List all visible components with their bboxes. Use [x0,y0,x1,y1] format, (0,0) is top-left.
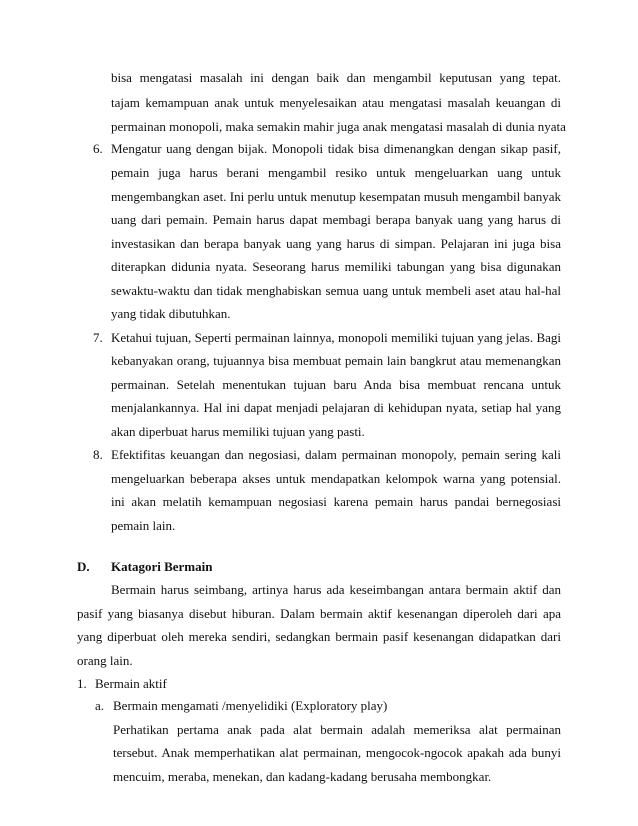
item-7-line-1: Ketahui tujuan, Seperti permainan lainnya, monopoli memiliki tujuan yang jelas. Bagi [111,330,561,345]
section-title: Katagori Bermain [111,559,213,574]
subsub-label: Bermain mengamati /menyelidiki (Exploratory play) [113,698,388,713]
item-6-line-7: sewaktu-waktu dan tidak menghabiskan semua uang untuk membeli aset atau hal-hal [111,283,561,298]
item-6-line-1: Mengatur uang dengan bijak. Monopoli tidak bisa dimenangkan dengan sikap pasif, [111,141,561,156]
item-7-line-5: akan diperbuat harus memiliki tujuan yang pasti. [111,424,365,439]
item-6-line-4: uang dari pemain. Pemain harus dapat membagi berapa banyak uang yang harus di [111,212,561,227]
item-6-line-3: mengembangkan aset. Ini perlu untuk menutup kesempatan musuh mengambil banyak [111,189,561,204]
section-paragraph-line-2: pasif yang biasanya disebut hiburan. Dalam bermain aktif kesenangan diperoleh dari apa [77,606,561,621]
item-7-line-2: kebanyakan orang, tujuannya bisa membuat pemain lain bangkrut atau memenangkan [111,353,561,368]
subsub-letter: a. [95,698,105,713]
item-8-line-2: mengeluarkan beberapa akses untuk mendapatkan kelompok warna yang potensial. [111,471,561,486]
section-paragraph-line-4: orang lain. [77,653,133,668]
subsub-text-line-2: tersebut. Anak memperhatikan alat permainan, mengocok-ngocok apakah ada bunyi [113,745,561,760]
subitem-number: 1. [77,676,87,691]
intro-line-3: permainan monopoli, maka semakin mahir juga anak mengatasi masalah di dunia nyata [111,119,566,134]
item-8-line-4: pemain lain. [111,518,176,533]
intro-line-1: bisa mengatasi masalah ini dengan baik dan mengambil keputusan yang tepat. [111,70,561,85]
intro-line-2: tajam kemampuan anak untuk menyelesaikan atau mengatasi masalah keuangan di [111,95,561,110]
item-number: 8. [93,447,103,462]
item-7-line-3: permainan. Setelah menentukan tujuan baru Anda bisa membuat rencana untuk [111,377,561,392]
item-number: 7. [93,330,103,345]
item-6-line-6: diterapkan didunia nyata. Seseorang harus memiliki tabungan yang bisa digunakan [111,259,561,274]
subsub-text-line-1: Perhatikan pertama anak pada alat bermain adalah memeriksa alat permainan [113,722,561,737]
item-8-line-1: Efektifitas keuangan dan negosiasi, dalam permainan monopoly, pemain sering kali [111,447,561,462]
section-paragraph-line-3: yang diperbuat oleh mereka sendiri, sedangkan bermain pasif kesenangan didapatkan dari [77,629,561,644]
item-number: 6. [93,141,103,156]
subitem-label: Bermain aktif [95,676,167,691]
item-6-line-5: investasikan dan berapa banyak uang yang harus di simpan. Pelajaran ini juga bisa [111,236,561,251]
section-paragraph-line-1: Bermain harus seimbang, artinya harus ada keseimbangan antara bermain aktif dan [111,582,561,597]
item-8-line-3: ini akan melatih kemampuan negosiasi karena pemain harus pandai bernegosiasi [111,494,561,509]
subsub-text-line-3: mencuim, meraba, menekan, dan kadang-kadang berusaha membongkar. [113,769,492,784]
item-7-line-4: menjalankannya. Hal ini dapat menjadi pelajaran di kehidupan nyata, setiap hal yang [111,400,561,415]
section-letter: D. [77,559,90,574]
item-6-line-2: pemain juga harus berani mengambil resiko untuk mengeluarkan uang untuk [111,165,561,180]
item-6-line-8: yang tidak dibutuhkan. [111,306,231,321]
